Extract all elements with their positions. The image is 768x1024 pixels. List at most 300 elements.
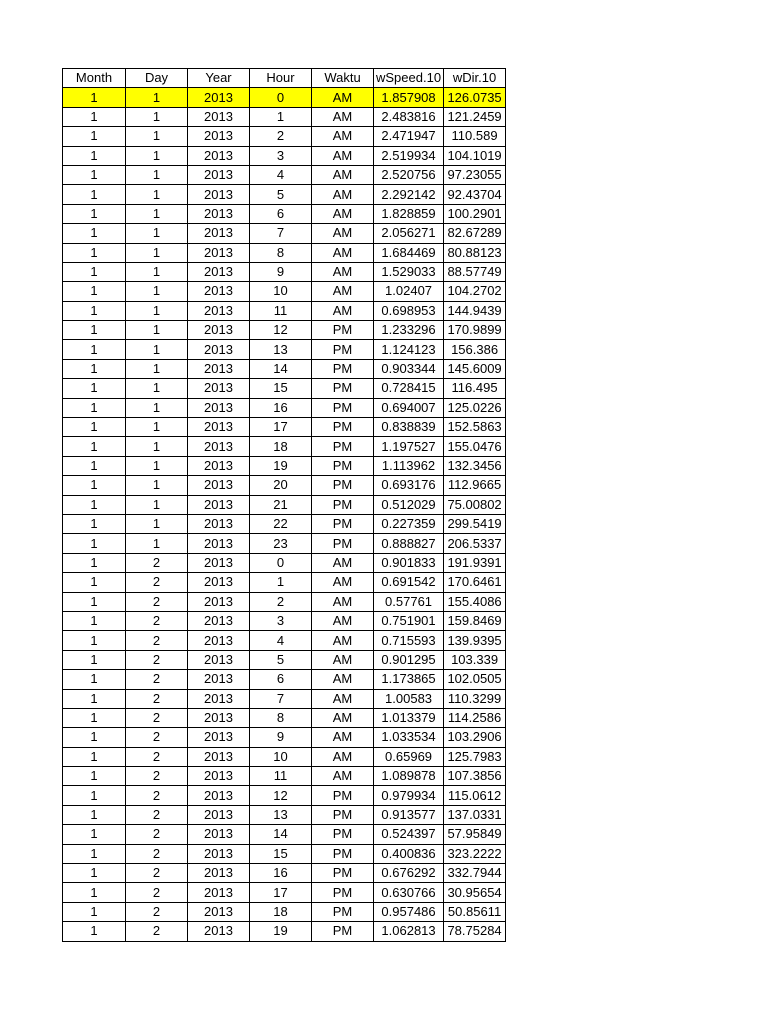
- cell-waktu[interactable]: PM: [312, 514, 374, 533]
- cell-hour[interactable]: 0: [250, 553, 312, 572]
- cell-year[interactable]: 2013: [188, 456, 250, 475]
- cell-wspeed[interactable]: 1.197527: [374, 437, 444, 456]
- cell-wspeed[interactable]: 2.519934: [374, 146, 444, 165]
- cell-day[interactable]: 1: [126, 514, 188, 533]
- cell-year[interactable]: 2013: [188, 786, 250, 805]
- cell-wdir[interactable]: 126.0735: [444, 88, 506, 107]
- cell-month[interactable]: 1: [63, 185, 126, 204]
- cell-year[interactable]: 2013: [188, 747, 250, 766]
- cell-hour[interactable]: 3: [250, 611, 312, 630]
- cell-month[interactable]: 1: [63, 631, 126, 650]
- cell-year[interactable]: 2013: [188, 224, 250, 243]
- cell-wdir[interactable]: 92.43704: [444, 185, 506, 204]
- cell-wdir[interactable]: 100.2901: [444, 204, 506, 223]
- cell-waktu[interactable]: AM: [312, 204, 374, 223]
- cell-waktu[interactable]: PM: [312, 883, 374, 902]
- cell-wspeed[interactable]: 0.400836: [374, 844, 444, 863]
- cell-hour[interactable]: 5: [250, 650, 312, 669]
- cell-wspeed[interactable]: 2.520756: [374, 165, 444, 184]
- header-waktu[interactable]: Waktu: [312, 69, 374, 88]
- cell-wdir[interactable]: 159.8469: [444, 611, 506, 630]
- cell-month[interactable]: 1: [63, 282, 126, 301]
- cell-wspeed[interactable]: 1.02407: [374, 282, 444, 301]
- cell-wdir[interactable]: 152.5863: [444, 418, 506, 437]
- cell-hour[interactable]: 20: [250, 476, 312, 495]
- cell-waktu[interactable]: AM: [312, 611, 374, 630]
- cell-year[interactable]: 2013: [188, 127, 250, 146]
- cell-year[interactable]: 2013: [188, 262, 250, 281]
- cell-year[interactable]: 2013: [188, 611, 250, 630]
- cell-wdir[interactable]: 102.0505: [444, 670, 506, 689]
- cell-waktu[interactable]: AM: [312, 689, 374, 708]
- cell-day[interactable]: 2: [126, 670, 188, 689]
- cell-day[interactable]: 1: [126, 476, 188, 495]
- cell-hour[interactable]: 16: [250, 864, 312, 883]
- cell-year[interactable]: 2013: [188, 514, 250, 533]
- cell-wdir[interactable]: 155.0476: [444, 437, 506, 456]
- cell-month[interactable]: 1: [63, 689, 126, 708]
- cell-month[interactable]: 1: [63, 514, 126, 533]
- cell-hour[interactable]: 4: [250, 631, 312, 650]
- cell-day[interactable]: 2: [126, 844, 188, 863]
- cell-hour[interactable]: 4: [250, 165, 312, 184]
- cell-waktu[interactable]: PM: [312, 456, 374, 475]
- cell-day[interactable]: 1: [126, 107, 188, 126]
- cell-wspeed[interactable]: 0.751901: [374, 611, 444, 630]
- cell-wdir[interactable]: 132.3456: [444, 456, 506, 475]
- cell-hour[interactable]: 11: [250, 301, 312, 320]
- cell-year[interactable]: 2013: [188, 767, 250, 786]
- header-wdir[interactable]: wDir.10: [444, 69, 506, 88]
- cell-wspeed[interactable]: 1.113962: [374, 456, 444, 475]
- cell-year[interactable]: 2013: [188, 534, 250, 553]
- cell-waktu[interactable]: PM: [312, 379, 374, 398]
- cell-hour[interactable]: 22: [250, 514, 312, 533]
- cell-wdir[interactable]: 103.339: [444, 650, 506, 669]
- cell-day[interactable]: 2: [126, 805, 188, 824]
- cell-day[interactable]: 1: [126, 127, 188, 146]
- cell-day[interactable]: 2: [126, 747, 188, 766]
- cell-wdir[interactable]: 191.9391: [444, 553, 506, 572]
- cell-hour[interactable]: 23: [250, 534, 312, 553]
- cell-month[interactable]: 1: [63, 243, 126, 262]
- cell-year[interactable]: 2013: [188, 321, 250, 340]
- cell-waktu[interactable]: AM: [312, 88, 374, 107]
- cell-day[interactable]: 2: [126, 767, 188, 786]
- cell-month[interactable]: 1: [63, 224, 126, 243]
- cell-day[interactable]: 2: [126, 689, 188, 708]
- cell-hour[interactable]: 15: [250, 844, 312, 863]
- cell-wdir[interactable]: 107.3856: [444, 767, 506, 786]
- cell-day[interactable]: 1: [126, 495, 188, 514]
- cell-hour[interactable]: 14: [250, 359, 312, 378]
- cell-day[interactable]: 1: [126, 418, 188, 437]
- cell-wdir[interactable]: 170.6461: [444, 573, 506, 592]
- cell-month[interactable]: 1: [63, 398, 126, 417]
- cell-year[interactable]: 2013: [188, 631, 250, 650]
- cell-waktu[interactable]: PM: [312, 359, 374, 378]
- cell-wdir[interactable]: 104.1019: [444, 146, 506, 165]
- cell-waktu[interactable]: AM: [312, 301, 374, 320]
- cell-hour[interactable]: 19: [250, 456, 312, 475]
- cell-year[interactable]: 2013: [188, 398, 250, 417]
- cell-year[interactable]: 2013: [188, 379, 250, 398]
- cell-hour[interactable]: 19: [250, 922, 312, 941]
- cell-hour[interactable]: 18: [250, 902, 312, 921]
- cell-day[interactable]: 2: [126, 631, 188, 650]
- cell-waktu[interactable]: AM: [312, 728, 374, 747]
- cell-wspeed[interactable]: 1.124123: [374, 340, 444, 359]
- cell-year[interactable]: 2013: [188, 146, 250, 165]
- cell-day[interactable]: 1: [126, 359, 188, 378]
- cell-wdir[interactable]: 80.88123: [444, 243, 506, 262]
- cell-wspeed[interactable]: 0.676292: [374, 864, 444, 883]
- cell-wspeed[interactable]: 0.227359: [374, 514, 444, 533]
- cell-hour[interactable]: 1: [250, 573, 312, 592]
- cell-day[interactable]: 2: [126, 573, 188, 592]
- cell-year[interactable]: 2013: [188, 883, 250, 902]
- cell-waktu[interactable]: PM: [312, 476, 374, 495]
- cell-day[interactable]: 1: [126, 165, 188, 184]
- cell-wdir[interactable]: 104.2702: [444, 282, 506, 301]
- cell-wdir[interactable]: 114.2586: [444, 708, 506, 727]
- cell-wdir[interactable]: 110.3299: [444, 689, 506, 708]
- cell-wdir[interactable]: 125.7983: [444, 747, 506, 766]
- cell-day[interactable]: 2: [126, 650, 188, 669]
- cell-waktu[interactable]: PM: [312, 437, 374, 456]
- cell-month[interactable]: 1: [63, 107, 126, 126]
- cell-wspeed[interactable]: 1.062813: [374, 922, 444, 941]
- cell-year[interactable]: 2013: [188, 359, 250, 378]
- cell-year[interactable]: 2013: [188, 437, 250, 456]
- cell-waktu[interactable]: PM: [312, 398, 374, 417]
- cell-day[interactable]: 1: [126, 456, 188, 475]
- header-wspeed[interactable]: wSpeed.10: [374, 69, 444, 88]
- cell-waktu[interactable]: PM: [312, 864, 374, 883]
- cell-wdir[interactable]: 110.589: [444, 127, 506, 146]
- cell-year[interactable]: 2013: [188, 573, 250, 592]
- cell-day[interactable]: 1: [126, 88, 188, 107]
- cell-hour[interactable]: 2: [250, 127, 312, 146]
- cell-wdir[interactable]: 170.9899: [444, 321, 506, 340]
- cell-hour[interactable]: 18: [250, 437, 312, 456]
- cell-hour[interactable]: 11: [250, 767, 312, 786]
- cell-waktu[interactable]: PM: [312, 805, 374, 824]
- cell-waktu[interactable]: AM: [312, 670, 374, 689]
- cell-year[interactable]: 2013: [188, 864, 250, 883]
- cell-day[interactable]: 1: [126, 224, 188, 243]
- cell-day[interactable]: 1: [126, 301, 188, 320]
- cell-waktu[interactable]: PM: [312, 418, 374, 437]
- cell-day[interactable]: 1: [126, 204, 188, 223]
- cell-waktu[interactable]: AM: [312, 592, 374, 611]
- cell-month[interactable]: 1: [63, 902, 126, 921]
- cell-wdir[interactable]: 30.95654: [444, 883, 506, 902]
- cell-hour[interactable]: 6: [250, 670, 312, 689]
- cell-wspeed[interactable]: 0.65969: [374, 747, 444, 766]
- cell-hour[interactable]: 1: [250, 107, 312, 126]
- cell-wdir[interactable]: 137.0331: [444, 805, 506, 824]
- cell-month[interactable]: 1: [63, 437, 126, 456]
- cell-wdir[interactable]: 115.0612: [444, 786, 506, 805]
- cell-day[interactable]: 1: [126, 437, 188, 456]
- cell-wspeed[interactable]: 0.913577: [374, 805, 444, 824]
- cell-hour[interactable]: 5: [250, 185, 312, 204]
- cell-wspeed[interactable]: 0.903344: [374, 359, 444, 378]
- cell-month[interactable]: 1: [63, 534, 126, 553]
- cell-wspeed[interactable]: 2.292142: [374, 185, 444, 204]
- cell-wdir[interactable]: 299.5419: [444, 514, 506, 533]
- cell-wdir[interactable]: 155.4086: [444, 592, 506, 611]
- cell-hour[interactable]: 21: [250, 495, 312, 514]
- cell-month[interactable]: 1: [63, 495, 126, 514]
- cell-wdir[interactable]: 103.2906: [444, 728, 506, 747]
- cell-wspeed[interactable]: 1.013379: [374, 708, 444, 727]
- cell-day[interactable]: 1: [126, 321, 188, 340]
- cell-waktu[interactable]: AM: [312, 107, 374, 126]
- cell-wdir[interactable]: 139.9395: [444, 631, 506, 650]
- cell-month[interactable]: 1: [63, 146, 126, 165]
- cell-waktu[interactable]: AM: [312, 573, 374, 592]
- header-day[interactable]: Day: [126, 69, 188, 88]
- cell-waktu[interactable]: PM: [312, 844, 374, 863]
- cell-hour[interactable]: 6: [250, 204, 312, 223]
- cell-month[interactable]: 1: [63, 262, 126, 281]
- cell-wspeed[interactable]: 1.173865: [374, 670, 444, 689]
- cell-wdir[interactable]: 88.57749: [444, 262, 506, 281]
- cell-hour[interactable]: 13: [250, 340, 312, 359]
- cell-waktu[interactable]: PM: [312, 340, 374, 359]
- cell-day[interactable]: 1: [126, 398, 188, 417]
- cell-month[interactable]: 1: [63, 379, 126, 398]
- cell-month[interactable]: 1: [63, 592, 126, 611]
- cell-year[interactable]: 2013: [188, 689, 250, 708]
- cell-waktu[interactable]: AM: [312, 185, 374, 204]
- cell-year[interactable]: 2013: [188, 107, 250, 126]
- cell-waktu[interactable]: AM: [312, 243, 374, 262]
- cell-month[interactable]: 1: [63, 670, 126, 689]
- cell-day[interactable]: 2: [126, 786, 188, 805]
- cell-wspeed[interactable]: 0.728415: [374, 379, 444, 398]
- cell-day[interactable]: 2: [126, 922, 188, 941]
- cell-year[interactable]: 2013: [188, 825, 250, 844]
- cell-wdir[interactable]: 78.75284: [444, 922, 506, 941]
- cell-wdir[interactable]: 121.2459: [444, 107, 506, 126]
- cell-year[interactable]: 2013: [188, 418, 250, 437]
- cell-year[interactable]: 2013: [188, 728, 250, 747]
- cell-day[interactable]: 2: [126, 553, 188, 572]
- cell-waktu[interactable]: AM: [312, 767, 374, 786]
- cell-waktu[interactable]: AM: [312, 650, 374, 669]
- cell-wdir[interactable]: 156.386: [444, 340, 506, 359]
- cell-hour[interactable]: 7: [250, 224, 312, 243]
- cell-hour[interactable]: 9: [250, 262, 312, 281]
- cell-day[interactable]: 1: [126, 146, 188, 165]
- cell-wspeed[interactable]: 1.529033: [374, 262, 444, 281]
- cell-day[interactable]: 2: [126, 902, 188, 921]
- cell-year[interactable]: 2013: [188, 301, 250, 320]
- cell-waktu[interactable]: AM: [312, 146, 374, 165]
- cell-wspeed[interactable]: 0.693176: [374, 476, 444, 495]
- cell-year[interactable]: 2013: [188, 708, 250, 727]
- cell-year[interactable]: 2013: [188, 553, 250, 572]
- cell-waktu[interactable]: AM: [312, 631, 374, 650]
- cell-year[interactable]: 2013: [188, 340, 250, 359]
- cell-year[interactable]: 2013: [188, 902, 250, 921]
- cell-year[interactable]: 2013: [188, 185, 250, 204]
- cell-year[interactable]: 2013: [188, 592, 250, 611]
- cell-wspeed[interactable]: 0.901295: [374, 650, 444, 669]
- cell-day[interactable]: 2: [126, 883, 188, 902]
- cell-year[interactable]: 2013: [188, 165, 250, 184]
- cell-wdir[interactable]: 125.0226: [444, 398, 506, 417]
- cell-year[interactable]: 2013: [188, 922, 250, 941]
- cell-month[interactable]: 1: [63, 844, 126, 863]
- cell-month[interactable]: 1: [63, 476, 126, 495]
- cell-hour[interactable]: 8: [250, 708, 312, 727]
- cell-year[interactable]: 2013: [188, 495, 250, 514]
- cell-hour[interactable]: 8: [250, 243, 312, 262]
- cell-month[interactable]: 1: [63, 864, 126, 883]
- cell-year[interactable]: 2013: [188, 282, 250, 301]
- cell-month[interactable]: 1: [63, 88, 126, 107]
- cell-month[interactable]: 1: [63, 728, 126, 747]
- cell-month[interactable]: 1: [63, 883, 126, 902]
- cell-month[interactable]: 1: [63, 418, 126, 437]
- cell-wspeed[interactable]: 0.957486: [374, 902, 444, 921]
- cell-wdir[interactable]: 97.23055: [444, 165, 506, 184]
- cell-wspeed[interactable]: 0.57761: [374, 592, 444, 611]
- cell-waktu[interactable]: AM: [312, 127, 374, 146]
- cell-hour[interactable]: 17: [250, 418, 312, 437]
- cell-wdir[interactable]: 57.95849: [444, 825, 506, 844]
- cell-month[interactable]: 1: [63, 127, 126, 146]
- cell-wspeed[interactable]: 0.979934: [374, 786, 444, 805]
- cell-month[interactable]: 1: [63, 573, 126, 592]
- cell-month[interactable]: 1: [63, 359, 126, 378]
- cell-year[interactable]: 2013: [188, 650, 250, 669]
- cell-year[interactable]: 2013: [188, 805, 250, 824]
- cell-waktu[interactable]: AM: [312, 262, 374, 281]
- cell-waktu[interactable]: AM: [312, 553, 374, 572]
- cell-waktu[interactable]: AM: [312, 708, 374, 727]
- cell-month[interactable]: 1: [63, 553, 126, 572]
- cell-month[interactable]: 1: [63, 204, 126, 223]
- cell-hour[interactable]: 15: [250, 379, 312, 398]
- cell-wdir[interactable]: 112.9665: [444, 476, 506, 495]
- cell-day[interactable]: 2: [126, 864, 188, 883]
- cell-waktu[interactable]: PM: [312, 534, 374, 553]
- cell-day[interactable]: 1: [126, 185, 188, 204]
- cell-hour[interactable]: 14: [250, 825, 312, 844]
- cell-hour[interactable]: 12: [250, 786, 312, 805]
- cell-day[interactable]: 2: [126, 708, 188, 727]
- cell-hour[interactable]: 12: [250, 321, 312, 340]
- cell-hour[interactable]: 13: [250, 805, 312, 824]
- cell-wdir[interactable]: 82.67289: [444, 224, 506, 243]
- cell-day[interactable]: 2: [126, 825, 188, 844]
- cell-wspeed[interactable]: 0.512029: [374, 495, 444, 514]
- cell-hour[interactable]: 9: [250, 728, 312, 747]
- header-month[interactable]: Month: [63, 69, 126, 88]
- cell-day[interactable]: 1: [126, 282, 188, 301]
- cell-month[interactable]: 1: [63, 165, 126, 184]
- cell-month[interactable]: 1: [63, 301, 126, 320]
- cell-wspeed[interactable]: 0.715593: [374, 631, 444, 650]
- cell-month[interactable]: 1: [63, 825, 126, 844]
- cell-month[interactable]: 1: [63, 456, 126, 475]
- cell-wspeed[interactable]: 1.033534: [374, 728, 444, 747]
- cell-day[interactable]: 2: [126, 592, 188, 611]
- cell-year[interactable]: 2013: [188, 204, 250, 223]
- cell-hour[interactable]: 2: [250, 592, 312, 611]
- cell-month[interactable]: 1: [63, 747, 126, 766]
- cell-hour[interactable]: 10: [250, 747, 312, 766]
- cell-wdir[interactable]: 332.7944: [444, 864, 506, 883]
- cell-wspeed[interactable]: 0.901833: [374, 553, 444, 572]
- cell-day[interactable]: 1: [126, 379, 188, 398]
- cell-wdir[interactable]: 116.495: [444, 379, 506, 398]
- cell-wspeed[interactable]: 0.691542: [374, 573, 444, 592]
- cell-hour[interactable]: 7: [250, 689, 312, 708]
- cell-wspeed[interactable]: 0.888827: [374, 534, 444, 553]
- cell-day[interactable]: 1: [126, 243, 188, 262]
- cell-wspeed[interactable]: 1.857908: [374, 88, 444, 107]
- cell-day[interactable]: 1: [126, 340, 188, 359]
- cell-waktu[interactable]: PM: [312, 902, 374, 921]
- cell-wdir[interactable]: 323.2222: [444, 844, 506, 863]
- cell-waktu[interactable]: PM: [312, 786, 374, 805]
- cell-waktu[interactable]: AM: [312, 224, 374, 243]
- cell-hour[interactable]: 10: [250, 282, 312, 301]
- cell-waktu[interactable]: AM: [312, 165, 374, 184]
- cell-wspeed[interactable]: 1.089878: [374, 767, 444, 786]
- cell-month[interactable]: 1: [63, 786, 126, 805]
- cell-month[interactable]: 1: [63, 340, 126, 359]
- cell-waktu[interactable]: PM: [312, 321, 374, 340]
- cell-wspeed[interactable]: 1.233296: [374, 321, 444, 340]
- cell-year[interactable]: 2013: [188, 243, 250, 262]
- cell-wspeed[interactable]: 1.00583: [374, 689, 444, 708]
- cell-year[interactable]: 2013: [188, 844, 250, 863]
- cell-month[interactable]: 1: [63, 708, 126, 727]
- cell-waktu[interactable]: PM: [312, 922, 374, 941]
- cell-hour[interactable]: 0: [250, 88, 312, 107]
- cell-wspeed[interactable]: 1.684469: [374, 243, 444, 262]
- cell-month[interactable]: 1: [63, 922, 126, 941]
- cell-waktu[interactable]: PM: [312, 825, 374, 844]
- cell-month[interactable]: 1: [63, 321, 126, 340]
- cell-day[interactable]: 1: [126, 534, 188, 553]
- cell-day[interactable]: 1: [126, 262, 188, 281]
- cell-year[interactable]: 2013: [188, 88, 250, 107]
- cell-wspeed[interactable]: 0.838839: [374, 418, 444, 437]
- cell-hour[interactable]: 3: [250, 146, 312, 165]
- cell-wspeed[interactable]: 0.630766: [374, 883, 444, 902]
- cell-wdir[interactable]: 50.85611: [444, 902, 506, 921]
- cell-wspeed[interactable]: 2.056271: [374, 224, 444, 243]
- cell-day[interactable]: 2: [126, 611, 188, 630]
- cell-waktu[interactable]: AM: [312, 282, 374, 301]
- cell-year[interactable]: 2013: [188, 670, 250, 689]
- cell-wdir[interactable]: 144.9439: [444, 301, 506, 320]
- cell-month[interactable]: 1: [63, 611, 126, 630]
- cell-month[interactable]: 1: [63, 650, 126, 669]
- cell-waktu[interactable]: AM: [312, 747, 374, 766]
- cell-hour[interactable]: 16: [250, 398, 312, 417]
- cell-hour[interactable]: 17: [250, 883, 312, 902]
- cell-wspeed[interactable]: 1.828859: [374, 204, 444, 223]
